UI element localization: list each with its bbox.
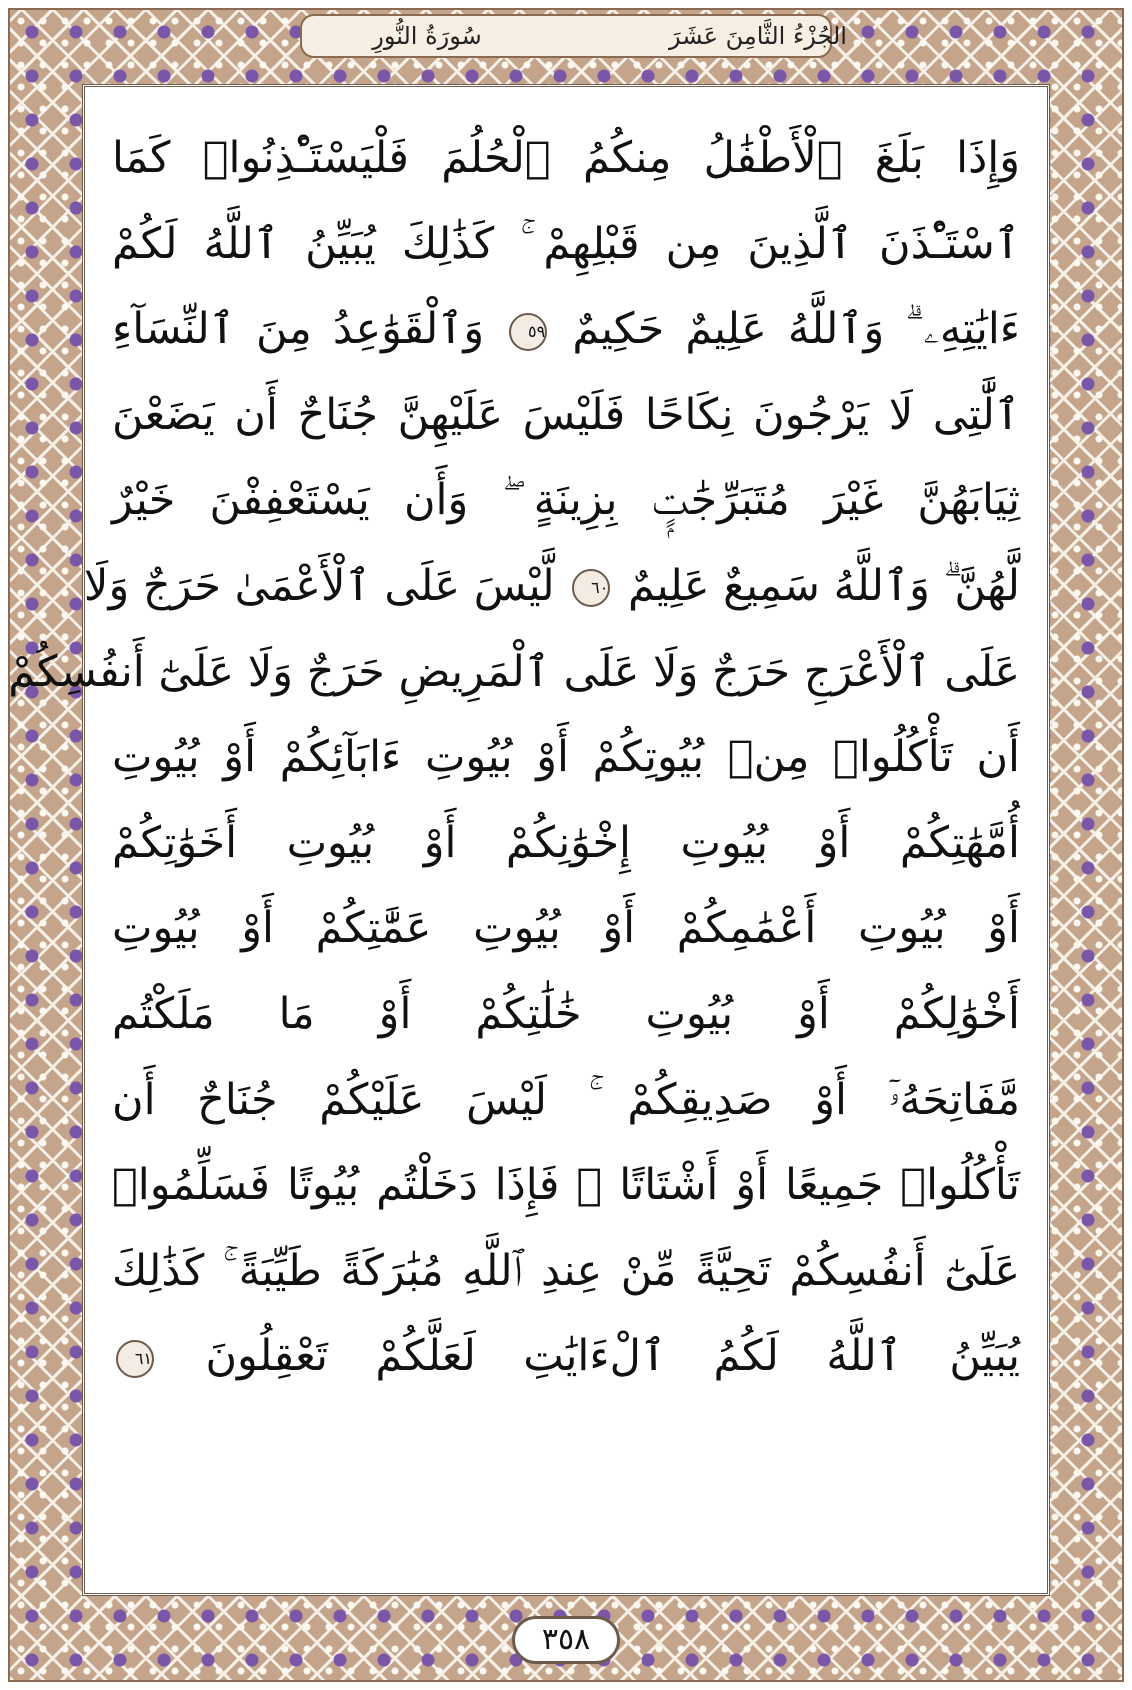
verse-text: أَخْوَٰلِكُمْ أَوْ بُيُوتِ خَٰلَٰتِكُمْ أَوْ مَا مَلَكْتُم <box>112 988 1020 1039</box>
ayah-number-marker: ٦١ <box>116 1340 154 1378</box>
verse-line <box>112 886 1020 972</box>
verse-text: ٱلَّٰتِى لَا يَرْجُونَ نِكَاحًا فَلَيْسَ عَلَيْهِنَّ جُنَاحٌ أَن يَضَعْنَ <box>112 389 1020 440</box>
verse-text-continuation: لَّيْسَ عَلَى ٱلْأَعْمَىٰ حَرَجٌ وَلَا <box>83 560 555 611</box>
ayah-number-marker: ٦٠ <box>572 569 610 607</box>
verse-text: ٱسْتَـْٔذَنَ ٱلَّذِينَ مِن قَبْلِهِمْ ۚ كَذَٰلِكَ يُبَيِّنُ ٱللَّهُ لَكُمْ <box>112 218 1020 269</box>
verse-text: أُمَّهَٰتِكُمْ أَوْ بُيُوتِ إِخْوَٰنِكُمْ أَوْ بُيُوتِ أَخَوَٰتِكُمْ <box>112 817 1020 868</box>
ayah-number-marker: ٥٩ <box>509 313 547 351</box>
verse-line <box>112 287 1020 373</box>
verse-text: عَلَى ٱلْأَعْرَجِ حَرَجٌ وَلَا عَلَى ٱلْمَرِيضِ حَرَجٌ وَلَا عَلَىٰٓ أَنفُسِكُمْ <box>8 646 1020 697</box>
surah-name: سُورَةُ النُّورِ <box>372 22 482 50</box>
verse-line <box>112 116 1020 202</box>
verse-line <box>112 801 1020 887</box>
verse-text: ثِيَابَهُنَّ غَيْرَ مُتَبَرِّجَٰتٍۭ بِزِينَةٍ ۖ وَأَن يَسْتَعْفِفْنَ خَيْرٌ <box>112 475 1020 526</box>
verse-line <box>8 630 1020 716</box>
verse-line <box>112 373 1020 459</box>
page-number: ٣٥٨ <box>512 1616 620 1664</box>
verse-text: وَإِذَا بَلَغَ ٱلْأَطْفَٰلُ مِنكُمُ ٱلْحُلُمَ فَلْيَسْتَـْٔذِنُوا۟ كَمَا <box>112 133 1020 183</box>
verse-text-continuation: وَٱلْقَوَٰعِدُ مِنَ ٱلنِّسَآءِ <box>112 304 485 355</box>
verse-line <box>112 715 1020 801</box>
verse-lines <box>8 116 1021 1572</box>
verse-text: مَّفَاتِحَهُۥٓ أَوْ صَدِيقِكُمْ ۚ لَيْسَ عَلَيْكُمْ جُنَاحٌ أَن <box>112 1074 1020 1125</box>
verse-line <box>112 458 1020 544</box>
verse-text: أَوْ بُيُوتِ أَعْمَٰمِكُمْ أَوْ بُيُوتِ عَمَّٰتِكُمْ أَوْ بُيُوتِ <box>112 903 1020 954</box>
verse-line <box>112 1229 1020 1315</box>
verse-text: عَلَىٰٓ أَنفُسِكُمْ تَحِيَّةً مِّنْ عِندِ ٱللَّهِ مُبَٰرَكَةً طَيِّبَةً ۚ كَذَٰلِكَ <box>112 1245 1020 1296</box>
verse-line <box>112 202 1020 288</box>
verse-text: ءَايَٰتِهِۦ ۗ وَٱللَّهُ عَلِيمٌ حَكِيمٌ <box>572 304 1021 355</box>
verse-line <box>83 544 1020 630</box>
verse-text: لَّهُنَّ ۗ وَٱللَّهُ سَمِيعٌ عَلِيمٌ <box>628 560 1020 611</box>
verse-line <box>112 972 1020 1058</box>
verse-line <box>112 1314 1020 1400</box>
juz-name: الجُزْءُ الثَّامِنَ عَشَرَ <box>669 22 847 50</box>
verse-line <box>112 1143 1020 1229</box>
verse-text: أَن تَأْكُلُوا۟ مِنۢ بُيُوتِكُمْ أَوْ بُيُوتِ ءَابَآئِكُمْ أَوْ بُيُوتِ <box>112 732 1020 783</box>
verse-text: يُبَيِّنُ ٱللَّهُ لَكُمُ ٱلْءَايَٰتِ لَعَلَّكُمْ تَعْقِلُونَ <box>205 1331 1021 1382</box>
verse-text: تَأْكُلُوا۟ جَمِيعًا أَوْ أَشْتَاتًا ۚ فَإِذَا دَخَلْتُم بُيُوتًا فَسَلِّمُوا۟ <box>112 1160 1020 1211</box>
verse-line <box>112 1058 1020 1144</box>
